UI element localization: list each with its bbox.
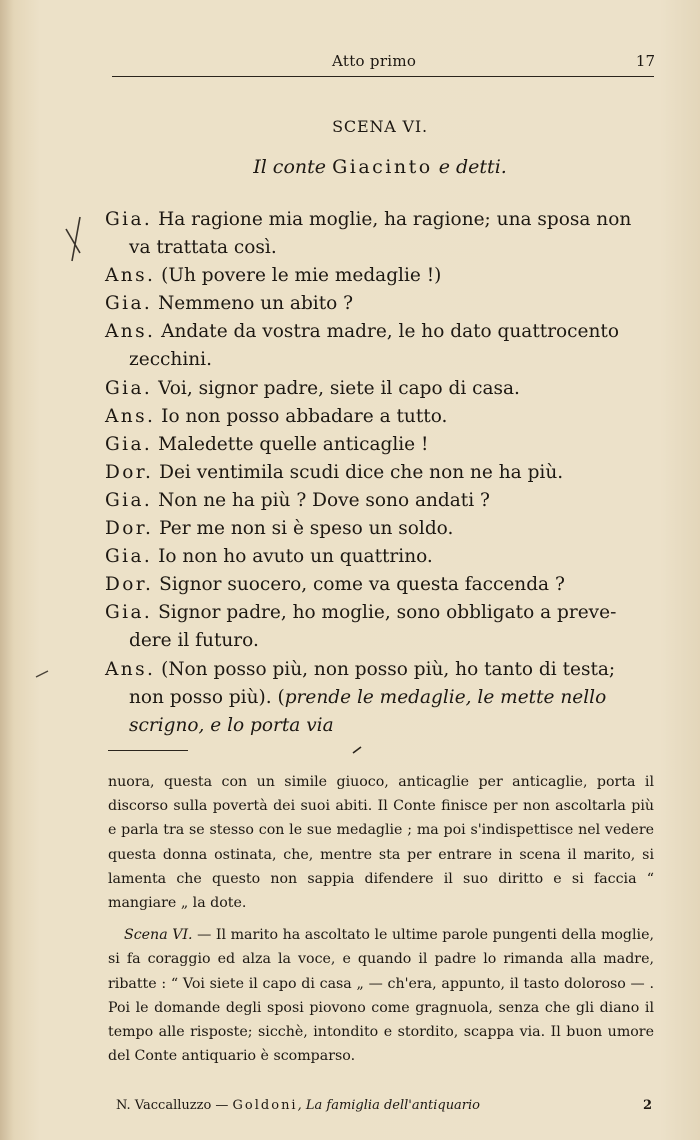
dialogue-line bbox=[105, 262, 655, 290]
running-header bbox=[110, 50, 655, 74]
dialogue-line bbox=[105, 431, 655, 459]
speaker: Dor. bbox=[105, 461, 154, 483]
speaker: Gia. bbox=[105, 433, 153, 455]
dialogue-line bbox=[105, 375, 655, 403]
speaker: Ans. bbox=[105, 321, 156, 343]
dialogue-line bbox=[105, 318, 655, 346]
note-text: — Il marito ha ascoltato le ultime parole pungenti della moglie, si fa coraggio ed alza la voce, e quando il padre lo rimanda alla madre, ribatte : “ Voi siete il capo di casa „ — ch'era, appunto, il tasto doloroso — . Poi le domande degli sposi piovono come gragnuola, senza che gli diano il tempo alle risposte; sicchè, intondito e stordito, scappa via. Il buon umore del Conte antiquario è scomparso. bbox=[108, 927, 654, 1065]
line-text: Ha ragione mia moglie, ha ragione; una sposa non bbox=[158, 209, 632, 230]
dialogue-line bbox=[105, 543, 655, 571]
dialogue-line bbox=[105, 656, 655, 684]
line-text: (Uh povere le mie medaglie !) bbox=[161, 265, 442, 287]
note-label: Scena VI. bbox=[124, 927, 193, 944]
dialogue-line bbox=[105, 206, 655, 234]
speaker: Dor. bbox=[105, 574, 154, 596]
dialogue-line bbox=[105, 712, 655, 740]
speaker: Gia. bbox=[105, 293, 153, 315]
dialogue-line bbox=[105, 346, 655, 374]
dialogue-line bbox=[105, 459, 655, 487]
dialogue-line bbox=[105, 487, 655, 515]
speaker: Ans. bbox=[105, 658, 156, 680]
footer-author: N. Vaccalluzzo — bbox=[116, 1098, 233, 1113]
pencil-cross-mark bbox=[62, 215, 84, 263]
line-text: Signor padre, ho moglie, sono obbligato a preve- bbox=[158, 602, 617, 624]
line-text: Maledette quelle anticaglie ! bbox=[158, 433, 429, 455]
line-text: va trattata così. bbox=[129, 237, 277, 259]
stage-direction: prende le medaglie, le mette nello bbox=[284, 686, 607, 708]
speaker: Gia. bbox=[105, 209, 153, 230]
dialogue bbox=[105, 206, 655, 740]
line-text: Voi, signor padre, siete il capo di casa. bbox=[158, 377, 520, 399]
line-text: Andate da vostra madre, le ho dato quattrocento bbox=[161, 321, 619, 343]
line-text: non posso più). ( bbox=[129, 686, 285, 708]
dialogue-line bbox=[105, 571, 655, 599]
scene-subtitle bbox=[0, 156, 700, 178]
speaker: Ans. bbox=[105, 405, 156, 427]
scene-subtitle-name: Giacinto bbox=[332, 156, 433, 178]
line-text: Nemmeno un abito ? bbox=[158, 293, 354, 315]
line-text: zecchini. bbox=[129, 349, 212, 371]
dialogue-line bbox=[105, 627, 655, 655]
note-paragraph bbox=[108, 923, 654, 1068]
footer-title: , La famiglia dell'antiquario bbox=[297, 1098, 481, 1113]
page-number: 17 bbox=[635, 52, 655, 70]
scene-subtitle-a: Il conte bbox=[253, 156, 327, 178]
speaker: Dor. bbox=[105, 518, 154, 540]
note-paragraph: nuora, questa con un simile giuoco, anticaglie per anticaglie, porta il discorso sulla povertà dei suoi abiti. Il Conte finisce per non ascoltarla più e parla tra se stesso con le sue medaglie ; ma poi s'indispettisce nel vedere questa donna ostinata, che, mentre sta per entrare in scena il marito, si lamenta che questo non sappia difendere il suo diritto e si faccia “ mangiare „ la dote. bbox=[108, 774, 654, 912]
dialogue-line bbox=[105, 403, 655, 431]
speaker: Ans. bbox=[105, 265, 156, 287]
pencil-tick bbox=[352, 746, 362, 754]
speaker: Gia. bbox=[105, 377, 153, 399]
line-text: dere il futuro. bbox=[129, 630, 259, 652]
line-text: Dei ventimila scudi dice che non ne ha più. bbox=[159, 461, 564, 483]
speaker: Gia. bbox=[105, 489, 153, 511]
pencil-mark bbox=[35, 670, 49, 678]
stage-direction: scrigno, e lo porta via bbox=[129, 714, 334, 736]
signature-mark: 2 bbox=[642, 1098, 652, 1113]
line-text: Signor suocero, come va questa faccenda ? bbox=[159, 574, 565, 596]
line-text: Io non ho avuto un quattrino. bbox=[158, 546, 433, 568]
scene-subtitle-b: e detti. bbox=[438, 156, 507, 178]
page-footer bbox=[116, 1098, 652, 1113]
dialogue-line bbox=[105, 290, 655, 318]
commentary-notes bbox=[108, 770, 654, 1068]
line-text: Non ne ha più ? Dove sono andati ? bbox=[158, 489, 490, 511]
running-title: Atto primo bbox=[332, 52, 417, 70]
dialogue-line bbox=[105, 599, 655, 627]
speaker: Gia. bbox=[105, 602, 153, 624]
dialogue-line bbox=[105, 234, 655, 262]
header-rule bbox=[112, 76, 654, 77]
footnote-rule bbox=[108, 750, 188, 751]
line-text: (Non posso più, non posso più, ho tanto di testa; bbox=[161, 658, 616, 680]
dialogue-line bbox=[105, 684, 655, 712]
dialogue-line bbox=[105, 515, 655, 543]
scene-title: SCENA VI. bbox=[332, 117, 428, 136]
footer-name: Goldoni bbox=[232, 1098, 298, 1113]
line-text: Io non posso abbadare a tutto. bbox=[161, 405, 448, 427]
speaker: Gia. bbox=[105, 546, 153, 568]
line-text: Per me non si è speso un soldo. bbox=[159, 518, 454, 540]
